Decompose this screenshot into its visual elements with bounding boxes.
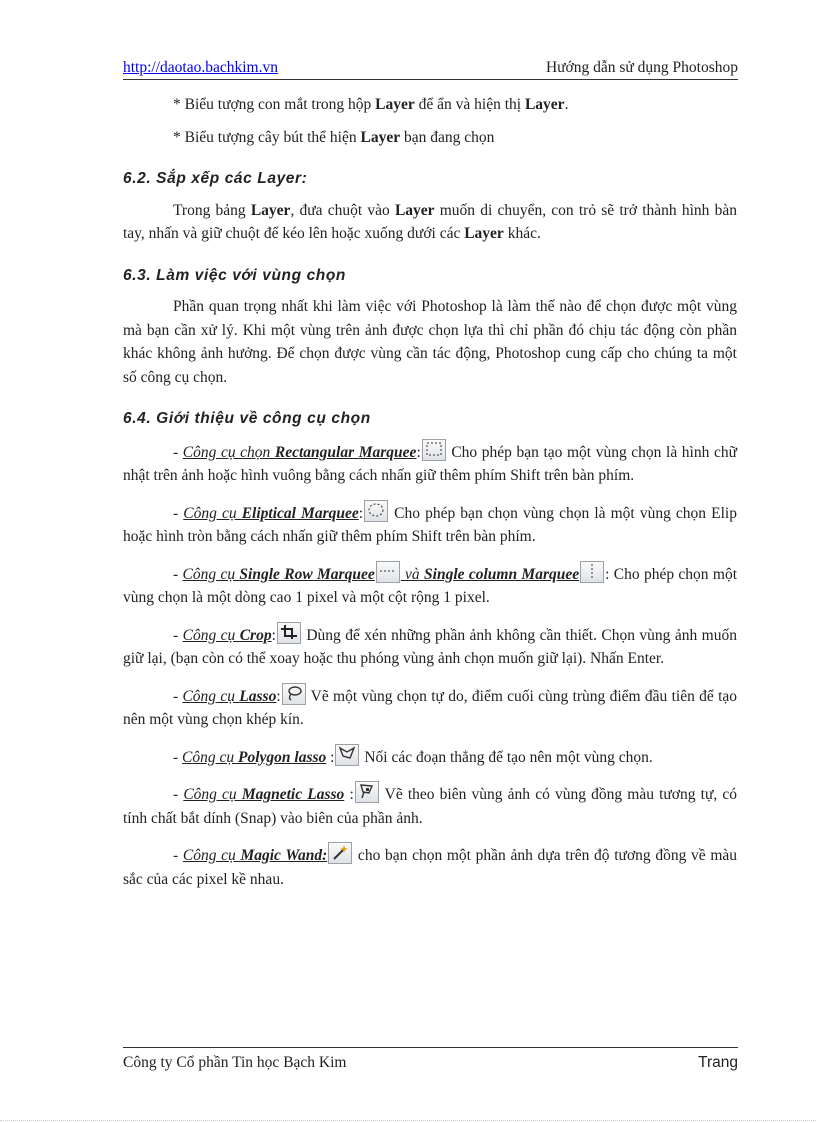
paragraph-6-3: Phần quan trọng nhất khi làm việc với Photoshop là làm thế nào để chọn được một vùng mà bạn cần xử lý. Khi một vùng trên ảnh được chọn lựa thì chỉ phần đó chịu tác động còn phần khác không ảnh hưởng. Để chọn được vùng cần tác động, Photoshop cung cấp cho chúng ta một số công cụ chọn. bbox=[123, 298, 737, 386]
tool-rectangular-marquee: - Công cụ chọn Rectangular Marquee: Cho phép bạn tạo một vùng chọn là hình chữ nhật trên ảnh hoặc hình vuông bằng cách nhấn giữ thêm phím Shift trên bàn phím. bbox=[123, 439, 737, 488]
tool-lasso: - Công cụ Lasso: Vẽ một vùng chọn tự do, điểm cuối cùng trùng điểm đầu tiên để tạo nên một vùng chọn khép kín. bbox=[123, 683, 737, 732]
tool-magic-wand: - Công cụ Magic Wand: cho bạn chọn một phần ảnh dựa trên độ tương đồng về màu sắc của các pixel kề nhau. bbox=[123, 842, 737, 891]
page-content bbox=[123, 93, 737, 903]
rect-marquee-icon bbox=[422, 439, 446, 461]
paragraph-6-2: Trong bảng Layer, đưa chuột vào Layer muốn di chuyển, con trỏ sẽ trở thành hình bàn tay, nhấn và giữ chuột để kéo lên hoặc xuống dưới các Layer khác. bbox=[123, 201, 737, 242]
heading-6-4: 6.4. Giới thiệu về công cụ chọn bbox=[123, 410, 371, 427]
single-row-icon bbox=[376, 561, 400, 583]
page-bottom-divider bbox=[0, 1120, 816, 1121]
lasso-icon bbox=[282, 683, 306, 705]
header-title: Hướng dẫn sử dụng Photoshop bbox=[545, 59, 738, 76]
tool-magnetic-lasso: - Công cụ Magnetic Lasso : Vẽ theo biên vùng ảnh có vùng đồng màu tương tự, có tính chất bắt dính (Snap) vào biên của phần ảnh. bbox=[123, 781, 737, 830]
bullet-eye-icon-note: * Biểu tượng con mắt trong hộp Layer để ẩn và hiện thị Layer. bbox=[173, 96, 569, 113]
company-name: Công ty Cổ phần Tin học Bạch Kim bbox=[123, 1054, 347, 1071]
heading-6-3: 6.3. Làm việc với vùng chọn bbox=[123, 266, 347, 284]
magnetic-lasso-icon bbox=[355, 781, 379, 803]
tool-eliptical-marquee: - Công cụ Eliptical Marquee: Cho phép bạn chọn vùng chọn là một vùng chọn Elip hoặc hình tròn bằng cách nhấn giữ thêm phím Shift trên bàn phím. bbox=[123, 500, 737, 549]
page-footer bbox=[123, 1047, 738, 1071]
bullet-pen-icon-note: * Biểu tượng cây bút thể hiện Layer bạn đang chọn bbox=[173, 128, 495, 146]
tool-polygon-lasso: - Công cụ Polygon lasso : Nối các đoạn thẳng để tạo nên một vùng chọn. bbox=[123, 744, 737, 770]
crop-icon bbox=[277, 622, 301, 644]
page-header bbox=[123, 57, 738, 80]
ellipse-marquee-icon bbox=[364, 500, 388, 522]
magic-wand-icon bbox=[328, 842, 352, 864]
heading-6-2: 6.2. Sắp xếp các Layer: bbox=[123, 170, 308, 187]
page-label: Trang bbox=[698, 1054, 738, 1071]
single-column-icon bbox=[580, 561, 604, 583]
site-link[interactable]: http://daotao.bachkim.vn bbox=[123, 59, 278, 76]
tool-single-row-column-marquee: - Công cụ Single Row Marquee và Single column Marquee : Cho phép chọn một vùng chọn là một dòng cao 1 pixel và một cột rộng 1 pixel. bbox=[123, 561, 737, 610]
tool-crop: - Công cụ Crop: Dùng để xén những phần ảnh không cần thiết. Chọn vùng ảnh muốn giữ lại, (bạn còn có thể xoay hoặc thu phóng vùng ảnh chọn muốn giữ lại). Nhấn Enter. bbox=[123, 622, 737, 671]
polygon-lasso-icon bbox=[335, 744, 359, 766]
